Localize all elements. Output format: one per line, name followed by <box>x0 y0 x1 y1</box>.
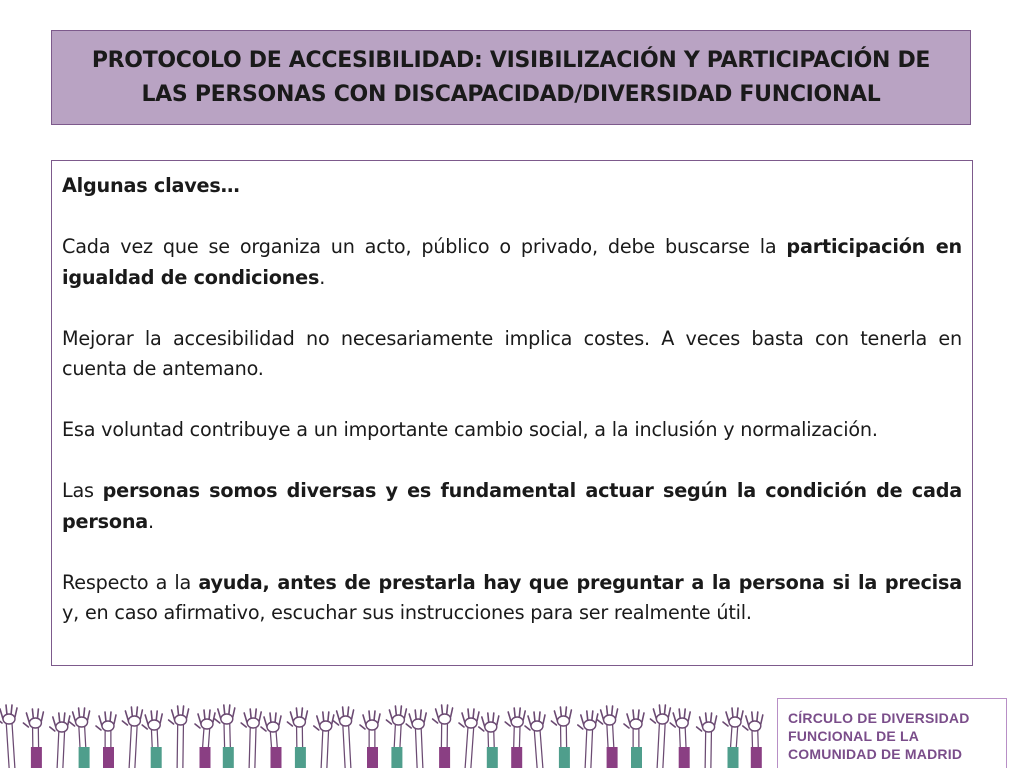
raised-hand <box>551 707 571 768</box>
raised-hand <box>261 713 282 768</box>
raised-hand <box>0 705 17 768</box>
raised-hand <box>743 712 763 768</box>
page-title: PROTOCOLO DE ACCESIBILIDAD: VISIBILIZACIÓN Y PARTICIPACIÓN DE LAS PERSONAS CON DISCAPACIDAD/DIVERSIDAD FUNCIONAL <box>91 47 931 107</box>
p1-text: Cada vez que se organiza un acto, público o privado, debe buscarse la <box>62 235 787 258</box>
raised-hand <box>723 708 743 768</box>
p4-end: . <box>148 509 154 533</box>
raised-hand <box>670 709 690 768</box>
raised-hand <box>241 709 261 768</box>
logo-line-3: COMUNIDAD DE MADRID <box>788 746 963 762</box>
raised-hand <box>386 706 406 768</box>
raised-hand <box>479 713 499 768</box>
raised-hands-illustration <box>0 695 775 768</box>
raised-hand <box>624 710 644 768</box>
paragraph-participation <box>62 232 962 293</box>
raised-hand <box>360 711 380 768</box>
section-heading: Algunas claves… <box>62 174 240 197</box>
raised-hand <box>334 707 354 768</box>
title-banner <box>51 30 971 125</box>
raised-hand <box>505 708 525 768</box>
raised-hand <box>578 711 598 768</box>
raised-hand <box>142 711 162 768</box>
p5-bold: ayuda, antes de prestarla hay que preguntar a la persona si la precisa <box>198 570 962 594</box>
p4-text: Las <box>62 479 103 502</box>
raised-hand <box>433 705 453 768</box>
logo-line-2: FUNCIONAL DE LA <box>788 728 920 744</box>
raised-hand <box>650 705 670 768</box>
p5-end: y, en caso afirmativo, escuchar sus instrucciones para ser realmente útil. <box>62 601 752 624</box>
raised-hand <box>96 712 116 768</box>
raised-hand <box>525 712 545 768</box>
raised-hand <box>122 707 142 768</box>
raised-hand <box>23 709 43 768</box>
raised-hand <box>169 706 189 768</box>
raised-hand <box>215 705 235 768</box>
paragraph-accessibility: Mejorar la accesibilidad no necesariamente implica costes. A veces basta con tenerla en cuenta de antemano. <box>62 326 962 380</box>
p1-end: . <box>319 265 326 289</box>
p4-bold: personas somos diversas y es fundamental actuar según la condición de cada persona <box>62 479 962 533</box>
paragraph-help <box>62 568 962 629</box>
raised-hand <box>70 708 90 768</box>
raised-hand <box>195 710 215 768</box>
organization-logo <box>777 698 1007 768</box>
logo-line-1: CÍRCULO DE DIVERSIDAD <box>788 710 970 726</box>
paragraph-diversity <box>62 476 962 537</box>
raised-hand <box>287 708 307 768</box>
p1-bold: participación en igualdad de condiciones <box>62 235 962 289</box>
raised-hand <box>598 706 618 768</box>
raised-hand <box>459 709 479 768</box>
raised-hand <box>314 712 334 768</box>
raised-hand <box>697 713 717 768</box>
raised-hand <box>50 713 70 768</box>
content-box <box>51 160 973 666</box>
p5-text: Respecto a la <box>62 570 199 594</box>
paragraph-will: Esa voluntad contribuye a un importante cambio social, a la inclusión y normalización. <box>62 418 878 441</box>
raised-hand <box>406 710 426 768</box>
